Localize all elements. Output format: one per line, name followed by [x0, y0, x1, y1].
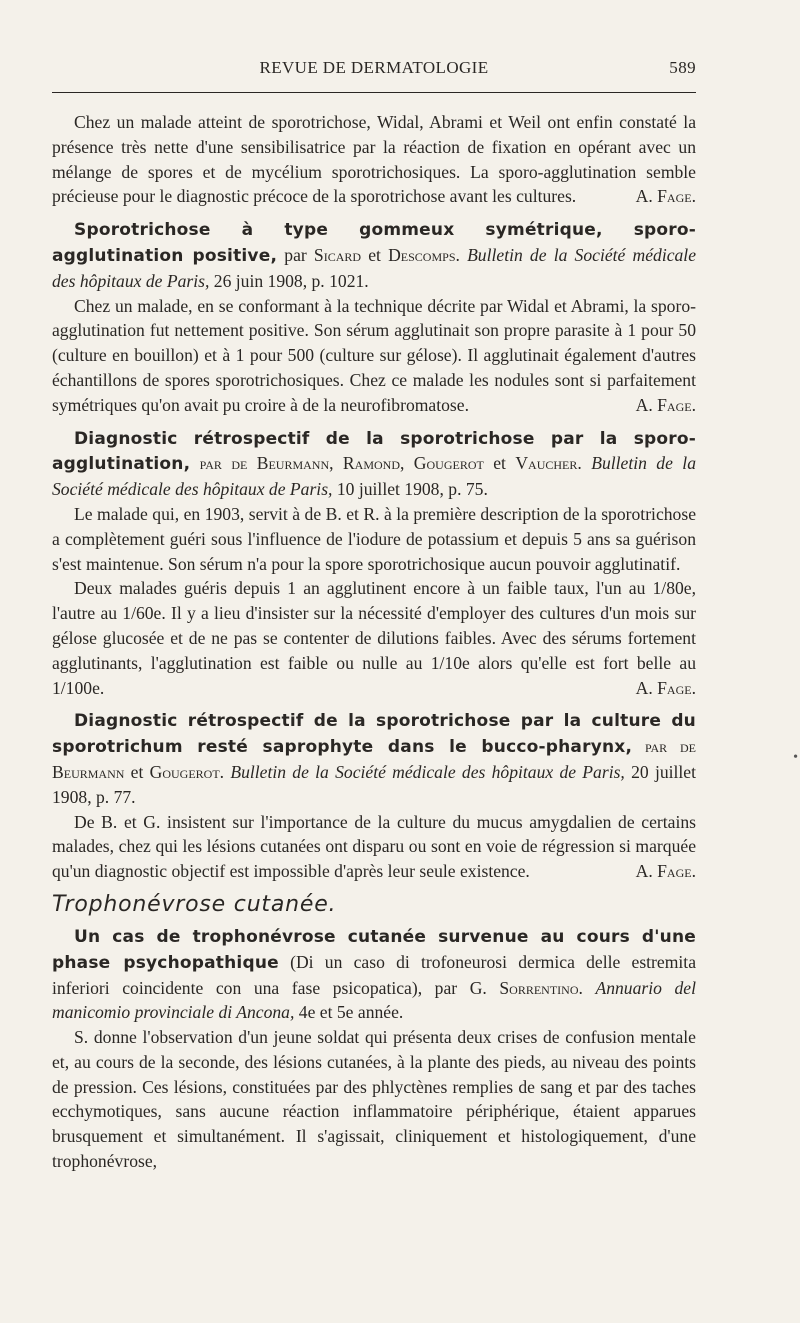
abstract-citation: Un cas de trophonévrose cutanée survenue au cours d'une phase psychopathique (Di un caso di trofoneurosi dermica delle estremita inferiori coincidente con una fase psicopatica), par G. Sorrentino. Annuario del manicomio provinciale di Ancona, 4e et 5e année. [52, 926, 696, 1023]
article-body [52, 110, 696, 1174]
running-title: REVUE DE DERMATOLOGIE [259, 58, 489, 77]
header-rule [52, 92, 696, 93]
margin-dot: • [793, 750, 798, 765]
paragraph: De B. et G. insistent sur l'importance de la culture du mucus amygdalien de certains malades, chez qui les lésions cutanées ont disparu ou sont en voie de régression si marquée qu'un diagnostic objectif est impossible d'après leur seule existence. A. Fage. [52, 810, 696, 884]
journal-name: Bulletin de la Société médicale des hôpitaux de Paris, [52, 453, 696, 500]
abstract-title: Sporotrichose à type gommeux symétrique, sporo-agglutination positive, [52, 220, 696, 266]
abstract-title: Un cas de trophonévrose cutanée survenue au cours d'une phase psychopathique [52, 926, 696, 973]
signature: A. Fage. [635, 861, 696, 882]
paragraph: S. donne l'observation d'un jeune soldat qui présenta deux crises de confusion mentale et, au cours de la seconde, des lésions cutanées, à la plante des pieds, au niveau des points de pression. Ces lésions, constituées par des phlyctènes remplies de sang et par des taches ecchymotiques, sans aucune réaction inflammatoire périphérique, étaient apparues brusquement et simultanément. Il s'agissait, cliniquement et histologiquement, d'une trophonévrose, [52, 1027, 696, 1172]
abstract-citation: Sporotrichose à type gommeux symétrique, sporo-agglutination positive, par Sicard et Descomps. Bulletin de la Société médicale des hôpitaux de Paris, 26 juin 1908, p. 1021. [52, 220, 697, 291]
paragraph: Le malade qui, en 1903, servit à de B. et R. à la première description de la sporotrichose a complètement guéri sous l'influence de l'iodure de potassium et depuis 5 ans sa guérison s'est maintenue. Son sérum n'a pour la spore sporotrichosique aucun pouvoir agglutinatif. [52, 503, 696, 574]
page [52, 0, 696, 1323]
page-number: 589 [669, 58, 696, 77]
abstract-title: Diagnostic rétrospectif de la sporotrichose par la culture du sporotrichum resté saprophyte dans le bucco-pharynx, [52, 711, 696, 758]
signature: A. Fage. [635, 186, 696, 207]
journal-name: Bulletin de la Société médicale des hôpitaux de Paris, [52, 244, 697, 291]
abstract-citation: Diagnostic rétrospectif de la sporotrichose par la sporo-agglutination, par de Beurmann, Ramond, Gougerot et Vaucher. Bulletin de la Société médicale des hôpitaux de Paris, 10 juillet 1908, p. 75. [52, 428, 696, 500]
paragraph: Chez un malade atteint de sporotrichose, Widal, Abrami et Weil ont enfin constaté la présence très nette d'une sensibilisatrice par la réaction de fixation en opérant avec un mélange de spores et de mycélium sporotrichosiques. La sporo-agglutination semble précieuse pour le diagnostic précoce de la sporotrichose avant les cultures. A. Fage. [52, 110, 696, 209]
signature: A. Fage. [635, 677, 696, 698]
paragraph: Chez un malade, en se conformant à la technique décrite par Widal et Abrami, la sporo-agglutination fut nettement positive. Son sérum agglutinait son propre parasite à 1 pour 50 (culture en bouillon) et à 1 pour 500 (culture sur gélose). Il agglutinait également d'autres échantillons de spores sporotrichosiques. Chez ce malade les nodules sont si parfaitement symétriques qu'on avait pu croire à de la neurofibromatose. A. Fage. [52, 294, 696, 418]
journal-name: Annuario del manicomio provinciale di Ancona, [52, 977, 696, 1023]
abstract-citation: Diagnostic rétrospectif de la sporotrichose par la culture du sporotrichum resté saprophyte dans le bucco-pharynx, par de Beurmann et Gougerot. Bulletin de la Société médicale des hôpitaux de Paris, 20 juillet 1908, p. 77. [52, 711, 697, 807]
signature: A. Fage. [635, 394, 696, 415]
running-header [52, 58, 696, 84]
paragraph: Deux malades guéris depuis 1 an agglutinent encore à un faible taux, l'un au 1/80e, l'autre au 1/60e. Il y a lieu d'insister sur la nécessité d'employer des cultures d'un mois sur gélose glucosée et de ne pas se contenter de dilutions faibles. Avec des sérums fortement agglutinants, l'agglutination est faible ou nulle au 1/10e alors qu'elle est fort belle au 1/100e. A. Fage. [52, 576, 696, 700]
abstract-title: Diagnostic rétrospectif de la sporotrichose par la sporo-agglutination, [52, 428, 696, 475]
section-title: Trophonévrose cutanée. [52, 891, 337, 917]
journal-name: Bulletin de la Société médicale des hôpitaux de Paris, [230, 761, 625, 782]
